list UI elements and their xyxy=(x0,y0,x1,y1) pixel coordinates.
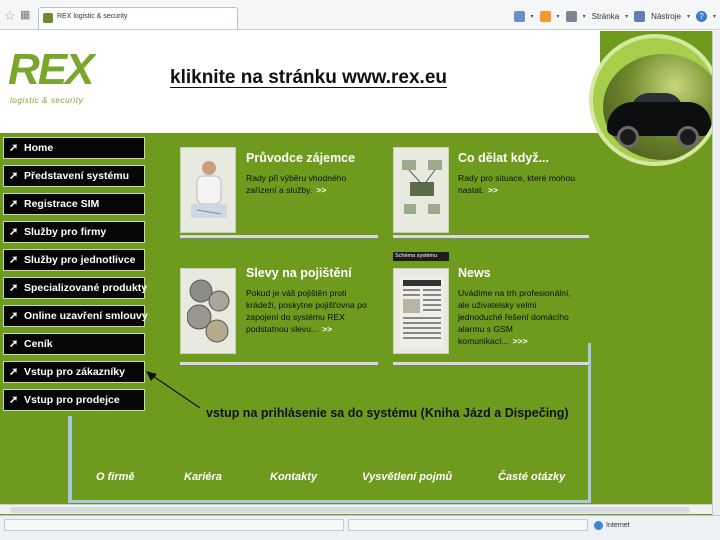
globe-icon xyxy=(594,521,603,530)
more-link[interactable]: >> xyxy=(487,185,498,195)
site-favicon-icon xyxy=(43,13,53,23)
footer-link-glossary[interactable]: Vysvětlení pojmů xyxy=(362,471,453,483)
system-diagram-image xyxy=(400,156,444,226)
car-photo xyxy=(589,34,712,166)
more-link[interactable]: >> xyxy=(316,185,327,195)
arrow-up-right-icon: ➚ xyxy=(9,393,19,406)
logo-subtitle: logistic & security xyxy=(10,96,84,105)
person-writing-image xyxy=(187,156,231,226)
menu-item-business-services[interactable] xyxy=(3,221,145,243)
block-text xyxy=(458,287,580,347)
arrow-up-right-icon: ➚ xyxy=(9,225,19,238)
page-menu[interactable]: Stránka xyxy=(591,11,620,21)
web-page xyxy=(0,31,712,515)
footer-link-faq[interactable]: Časté otázky xyxy=(498,471,566,483)
newspaper-image xyxy=(400,277,444,347)
menu-item-label: Představení systému xyxy=(24,170,130,182)
block-text-body: Pokud je váš pojištěn proti krádeži, poskytne pojišťovna po zapojení do systému REX podstatnou slevu... xyxy=(246,288,367,334)
favorites-star-icon[interactable]: ☆ xyxy=(4,8,16,23)
arrow-up-right-icon: ➚ xyxy=(9,365,19,378)
menu-item-system-presentation[interactable] xyxy=(3,165,145,187)
menu-item-home[interactable] xyxy=(3,137,145,159)
vertical-scrollbar[interactable] xyxy=(712,31,720,515)
menu-item-label: Služby pro jednotlivce xyxy=(24,254,136,266)
more-link[interactable]: >>> xyxy=(512,336,528,346)
print-dropdown-icon[interactable]: ▾ xyxy=(582,13,586,20)
menu-item-label: Služby pro firmy xyxy=(24,226,107,238)
horizontal-scrollbar-thumb[interactable] xyxy=(10,507,690,513)
menu-item-label: Vstup pro prodejce xyxy=(24,394,120,406)
tools-icon[interactable] xyxy=(634,11,645,22)
block-text xyxy=(246,172,372,196)
browser-tab-bar xyxy=(0,0,720,30)
block-text-body: Rady při výběru vhodného zařízení a služby. xyxy=(246,173,347,195)
print-icon[interactable] xyxy=(566,11,577,22)
block-text-body: Rady pro situace, které mohou nastat. xyxy=(458,173,576,195)
security-zone-label: Internet xyxy=(606,521,630,529)
command-bar xyxy=(514,9,716,23)
block-divider xyxy=(180,362,378,366)
menu-item-label: Vstup pro zákazníky xyxy=(24,366,125,378)
add-favorites-icon[interactable]: ▦ xyxy=(20,9,31,21)
arrow-up-right-icon: ➚ xyxy=(9,169,19,182)
car-wheel-rear xyxy=(677,126,699,148)
site-header xyxy=(0,31,600,133)
block-divider xyxy=(393,362,589,366)
arrow-up-right-icon: ➚ xyxy=(9,141,19,154)
block-title[interactable]: Co dělat když... xyxy=(458,151,549,165)
menu-rail-decoration xyxy=(68,416,72,500)
block-title[interactable]: Průvodce zájemce xyxy=(246,151,356,165)
menu-item-specialized-products[interactable] xyxy=(3,277,148,299)
block-title[interactable]: Slevy na pojištění xyxy=(246,266,352,280)
menu-item-pricelist[interactable] xyxy=(3,333,145,355)
arrow-up-right-icon: ➚ xyxy=(9,281,19,294)
menu-item-label: Registrace SIM xyxy=(24,198,100,210)
arrow-up-right-icon: ➚ xyxy=(9,309,19,322)
page-dropdown-icon[interactable]: ▾ xyxy=(625,13,629,20)
menu-item-customer-login[interactable] xyxy=(3,361,145,383)
home-icon[interactable] xyxy=(514,11,525,22)
status-bar xyxy=(0,515,720,540)
block-text xyxy=(246,287,374,335)
car-wheel-front xyxy=(617,126,639,148)
block-title[interactable]: News xyxy=(458,266,491,280)
news-thumbnail[interactable] xyxy=(393,268,449,354)
status-progress-area xyxy=(348,519,588,531)
login-annotation: vstup na prihlásenie sa do systému (Kniha Jázd a Dispečing) xyxy=(206,406,569,420)
block-text xyxy=(458,172,576,196)
rex-logo[interactable] xyxy=(8,47,112,121)
menu-item-label: Specializované produkty xyxy=(24,282,148,294)
arrow-up-right-icon: ➚ xyxy=(9,253,19,266)
feeds-icon[interactable] xyxy=(540,11,551,22)
menu-item-label: Ceník xyxy=(24,338,53,350)
help-dropdown-icon[interactable]: ▾ xyxy=(712,13,716,20)
menu-item-sim-registration[interactable] xyxy=(3,193,145,215)
horizontal-scrollbar[interactable] xyxy=(0,504,712,514)
more-link[interactable]: >> xyxy=(322,324,333,334)
security-zone[interactable] xyxy=(594,519,630,531)
menu-item-online-contract[interactable] xyxy=(3,305,148,327)
status-text-area xyxy=(4,519,344,531)
guide-thumbnail[interactable] xyxy=(180,147,236,233)
footer-link-contacts[interactable]: Kontakty xyxy=(270,471,318,483)
tools-menu[interactable]: Nástroje xyxy=(651,11,681,21)
scheme-caption: Schéma systému xyxy=(393,252,449,261)
tab-title: REX logistic & security xyxy=(57,13,128,20)
coins-image xyxy=(187,277,231,347)
menu-item-label: Online uzavření smlouvy xyxy=(24,310,148,322)
menu-item-individual-services[interactable] xyxy=(3,249,145,271)
home-dropdown-icon[interactable]: ▾ xyxy=(530,13,534,20)
help-icon[interactable]: ? xyxy=(696,11,707,22)
arrow-up-right-icon: ➚ xyxy=(9,337,19,350)
bottom-rail-decoration xyxy=(68,500,590,503)
footer-link-about[interactable]: O firmě xyxy=(96,471,135,483)
menu-item-seller-login[interactable] xyxy=(3,389,145,411)
block-divider xyxy=(393,235,589,239)
coins-thumbnail[interactable] xyxy=(180,268,236,354)
block-divider xyxy=(180,235,378,239)
footer-link-career[interactable]: Kariéra xyxy=(184,471,222,483)
menu-item-label: Home xyxy=(24,142,54,154)
feeds-dropdown-icon[interactable]: ▾ xyxy=(556,13,560,20)
logo-text: REX xyxy=(8,45,93,94)
right-rail-decoration xyxy=(588,343,591,503)
arrow-up-right-icon: ➚ xyxy=(9,197,19,210)
block-text-body: Uvádíme na trh profesionální, ale uživatelsky velmi jednoduché řešení domácího alarmu s GSM komunikací... xyxy=(458,288,571,346)
tools-dropdown-icon[interactable]: ▾ xyxy=(686,13,690,20)
scheme-thumbnail[interactable] xyxy=(393,147,449,233)
page-headline: kliknite na stránku www.rex.eu xyxy=(170,67,448,88)
browser-tab[interactable] xyxy=(38,7,238,29)
